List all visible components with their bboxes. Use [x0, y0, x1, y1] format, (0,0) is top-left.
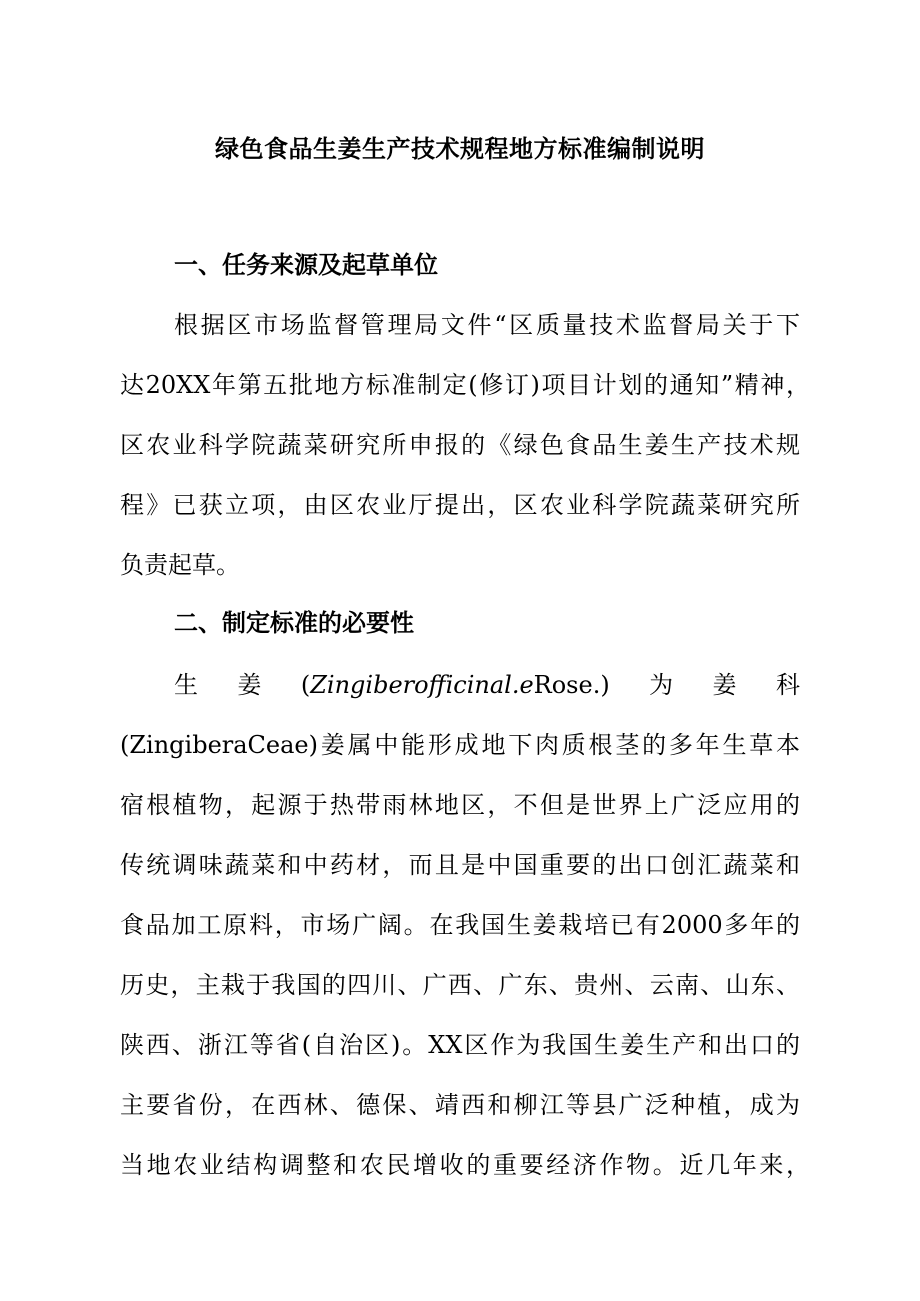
paragraph-line: (ZingiberaCeae)姜属中能形成地下肉质根茎的多年生草本 — [120, 731, 800, 759]
latin-name-italic: Zingiberofficinal.e — [310, 671, 534, 699]
paragraph-line: 根据区市场监督管理局文件“区质量技术监督局关于下 — [174, 311, 800, 339]
paragraph-line: 达20XX年第五批地方标准制定(修订)项目计划的通知”精神， — [120, 371, 810, 399]
paragraph-line: 传统调味蔬菜和中药材，而且是中国重要的出口创汇蔬菜和 — [120, 851, 800, 879]
paragraph-line: 宿根植物，起源于热带雨林地区，不但是世界上广泛应用的 — [120, 791, 800, 819]
paragraph-line: 当地农业结构调整和农民增收的重要经济作物。近几年来， — [120, 1151, 810, 1179]
paragraph-line: 程》已获立项，由区农业厅提出，区农业科学院蔬菜研究所 — [120, 491, 800, 519]
paragraph-line: 负责起草。 — [120, 551, 240, 579]
text-prefix: 生姜( — [174, 671, 311, 699]
section-heading-2: 二、制定标准的必要性 — [174, 608, 414, 637]
paragraph-line: 区农业科学院蔬菜研究所申报的《绿色食品生姜生产技术规 — [120, 431, 800, 459]
document-title: 绿色食品生姜生产技术规程地方标准编制说明 — [215, 134, 705, 163]
paragraph-line: 历史，主栽于我国的四川、广西、广东、贵州、云南、山东、 — [120, 971, 800, 999]
paragraph-line — [174, 667, 800, 703]
paragraph-line: 陕西、浙江等省(自治区)。XX区作为我国生姜生产和出口的 — [120, 1031, 800, 1059]
paragraph-line: 主要省份，在西林、德保、靖西和柳江等县广泛种植，成为 — [120, 1091, 800, 1119]
paragraph-line: 食品加工原料，市场广阔。在我国生姜栽培已有2000多年的 — [120, 911, 800, 939]
text-suffix: Rose.)为姜科 — [533, 671, 800, 699]
section-heading-1: 一、任务来源及起草单位 — [174, 250, 438, 279]
